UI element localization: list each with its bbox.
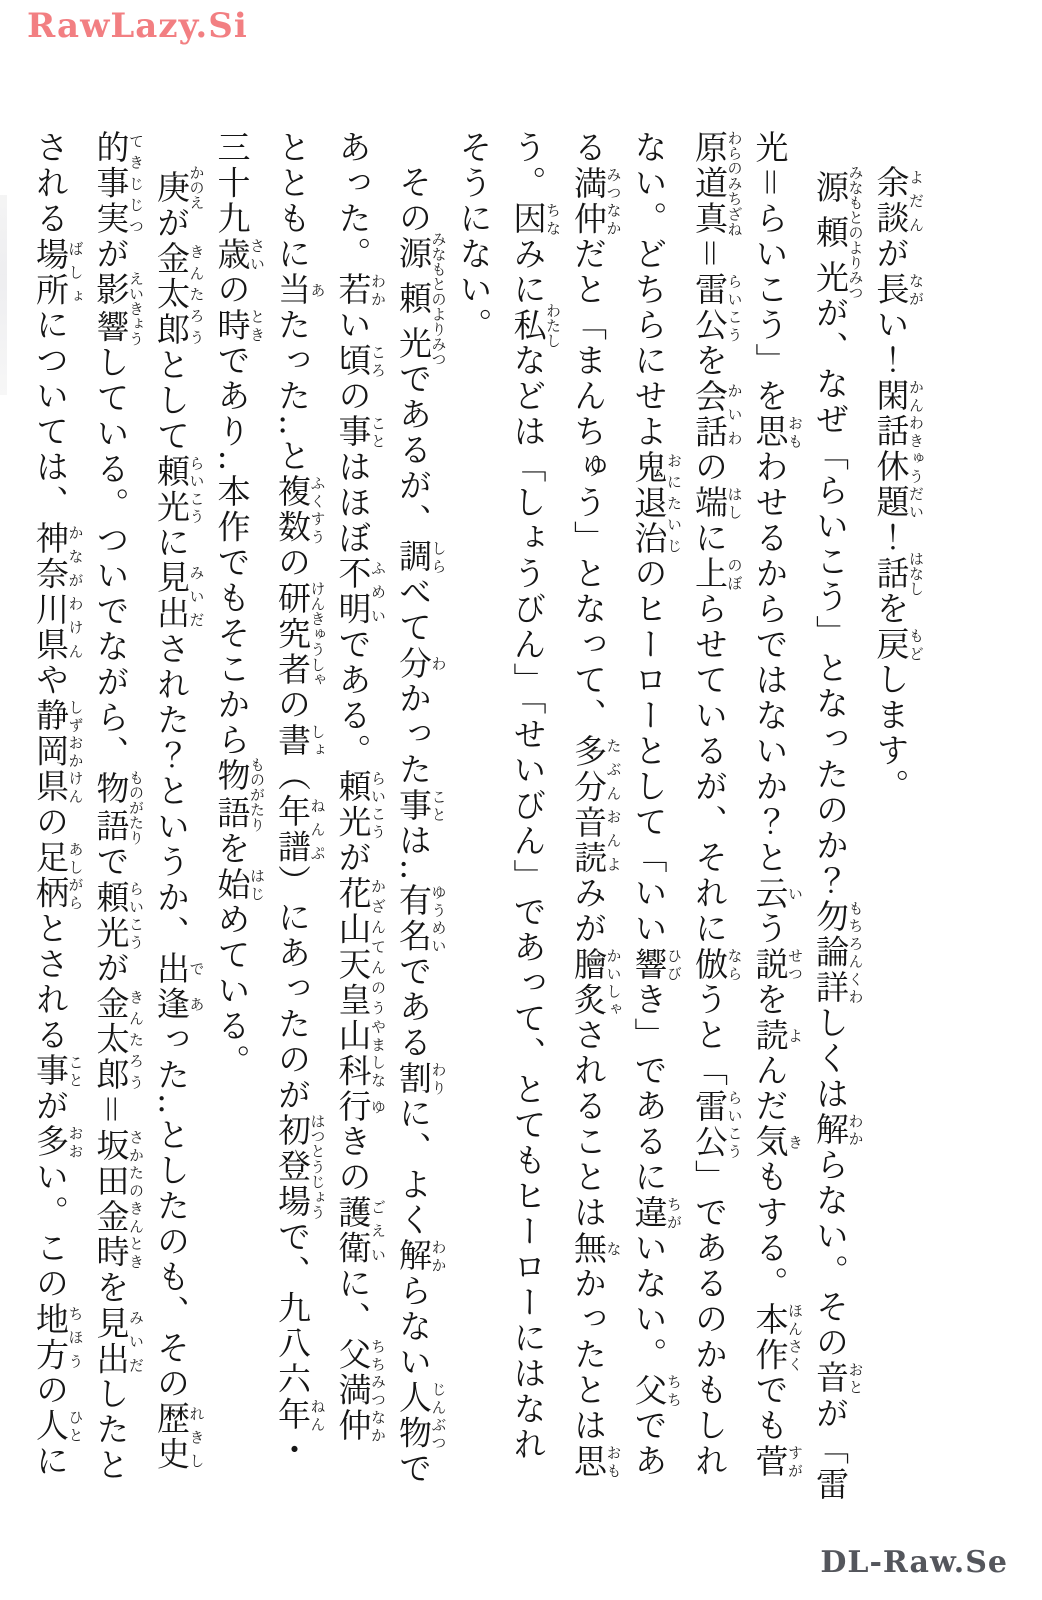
ruby-annotated-text: 影響えいきょう <box>91 271 145 346</box>
ruby-annotated-text: 因ちな <box>508 201 562 237</box>
ruby-annotated-text: 菅すが <box>750 1443 804 1479</box>
ruby-annotated-text: 見出みいだ <box>91 1305 145 1377</box>
ruby-annotated-text: 神奈川県かながわけん <box>31 520 85 663</box>
ruby-annotated-text: 頼光らいこう <box>91 879 145 951</box>
ruby-annotated-text: 読よ <box>750 1017 804 1053</box>
ruby-annotated-text: 歳さい <box>212 236 266 272</box>
ruby-annotated-text: 調しら <box>394 539 448 575</box>
text-column: とともに当あたった‥と複数ふくすうの研究者けんきゅうしゃの書しょ（年譜ねんぷ）にあったのが初登場はつとうじょうで、九八六年ねん・ <box>273 130 327 1469</box>
ruby-annotated-text: 事こと <box>394 787 448 823</box>
ruby-annotated-text: 年ねん <box>273 1397 327 1433</box>
ruby-annotated-text: 父ちち <box>629 1372 683 1408</box>
ruby-annotated-text: 歴史れきし <box>152 1401 206 1473</box>
ruby-annotated-text: 書しょ <box>273 722 327 759</box>
ruby-annotated-text: 足柄あしがら <box>31 840 85 911</box>
ruby-annotated-text: 思おも <box>750 414 804 450</box>
text-column: あった。若わかい頃ころの事ことはほぼ不明ふめいである。頼光らいこうが花山天皇かざんてんのう山科やましな行ゆきの護衛ごえいに、父満仲ちちみつなか <box>333 130 387 1444</box>
ruby-annotated-text: 当あ <box>273 272 327 308</box>
ruby-annotated-text: 坂田金時さかたのきんとき <box>91 1128 145 1270</box>
ruby-annotated-text: 原道真わらのみちざね <box>690 130 744 237</box>
text-column: 余談よだんが長ながい！閑話休題かんわきゅうだい！話はなしを戻もどします。 <box>871 165 925 804</box>
ruby-annotated-text: 端はし <box>690 485 744 521</box>
text-column: う。因ちなみに私わたしなどは「しょうびん」「せいびん」であって、とてもヒーローにはなれ <box>508 130 562 1463</box>
ruby-annotated-text: 始はじ <box>212 866 266 903</box>
ruby-annotated-text: 分わ <box>394 645 448 681</box>
ruby-annotated-text: 父満仲ちちみつなか <box>333 1337 387 1444</box>
ruby-annotated-text: 地方ちほう <box>31 1301 85 1373</box>
ruby-annotated-text: 説せつ <box>750 946 804 982</box>
text-column: る満仲みつなかだと「まんちゅう」となって、多分音読たぶんおんよみが膾炙かいしゃされることは無なかったとは思おも <box>569 130 623 1479</box>
text-column: 的事実てきじじつが影響えいきょうしている。ついでながら、物語ものがたりで頼光らいこうが金太郎きんたろう＝坂田金時さかたのきんときを見出みいだしたと <box>91 130 145 1483</box>
ruby-annotated-text: 膾炙かいしゃ <box>569 946 623 1018</box>
ruby-annotated-text: 無な <box>569 1230 623 1266</box>
ruby-annotated-text: 静岡県しずおかけん <box>31 698 85 805</box>
ruby-annotated-text: 年譜ねんぷ <box>273 793 327 865</box>
ruby-annotated-text: 長なが <box>871 271 925 307</box>
ruby-annotated-text: 複数ふくすう <box>273 474 327 546</box>
ruby-annotated-text: 護衛ごえい <box>333 1195 387 1266</box>
watermark-dlraw: DL-Raw.Se <box>820 1545 1008 1580</box>
ruby-annotated-text: 話はなし <box>871 550 925 596</box>
ruby-annotated-text: 場所ばしょ <box>31 236 85 308</box>
ruby-annotated-text: 頃ころ <box>333 343 387 379</box>
ruby-annotated-text: 行ゆ <box>333 1088 387 1124</box>
ruby-annotated-text: 庚かのえ <box>152 165 206 210</box>
ruby-annotated-text: 金太郎きんたろう <box>152 240 206 348</box>
text-block <box>23 130 924 1502</box>
ruby-annotated-text: 花山天皇かざんてんのう <box>333 875 387 1018</box>
ruby-annotated-text: 私わたし <box>508 302 562 348</box>
ruby-annotated-text: 解わか <box>394 1238 448 1274</box>
scan-edge-artifact <box>0 195 7 395</box>
ruby-annotated-text: 響ひび <box>629 946 683 982</box>
ruby-annotated-text: 解わか <box>811 1111 865 1148</box>
ruby-annotated-text: 閑話休題かんわきゅうだい <box>871 378 925 520</box>
ruby-annotated-text: 出逢であ <box>152 950 206 1022</box>
text-column: 庚かのえが金太郎きんたろうとして頼光らいこうに見出みいだされた？というか、出逢であった‥としたのも、その歴史れきし <box>152 165 206 1473</box>
ruby-annotated-text: 初登場はつとうじょう <box>273 1113 327 1220</box>
ruby-annotated-text: 時とき <box>212 307 266 343</box>
ruby-annotated-text: 会話かいわ <box>690 378 744 450</box>
ruby-annotated-text: 若わか <box>333 272 387 308</box>
ruby-annotated-text: 戻もど <box>871 626 925 662</box>
ruby-annotated-text: 思おも <box>569 1443 623 1479</box>
ruby-annotated-text: 物語ものがたり <box>212 757 266 833</box>
ruby-annotated-text: 物語ものがたり <box>91 770 145 845</box>
ruby-annotated-text: 有名ゆうめい <box>394 883 448 955</box>
ruby-annotated-text: 金太郎きんたろう <box>91 986 145 1093</box>
text-column: 光＝らいこう」を思おもわせるからではないか？と云いう説せつを読よんだ気きもする。本作ほんさくでも菅すが <box>750 130 804 1479</box>
ruby-annotated-text: 的事実てきじじつ <box>91 130 145 237</box>
ruby-annotated-text: 雷公らいこう <box>690 1088 744 1160</box>
watermark-rawlazy: RawLazy.Si <box>27 6 248 46</box>
text-column: 原道真わらのみちざね＝雷公らいこうを会話かいわの端はしに上のぼらせているが、それに倣ならうと「雷公らいこう」であるのかもしれ <box>690 130 744 1479</box>
ruby-annotated-text: 上のぼ <box>690 556 744 592</box>
text-column: 三十九歳さいの時ときであり‥本作でもそこから物語ものがたりを始はじめている。 <box>212 130 266 1080</box>
ruby-annotated-text: 研究者けんきゅうしゃ <box>273 580 327 688</box>
ruby-annotated-text: 多分音読たぶんおんよ <box>569 733 623 876</box>
ruby-annotated-text: 本作ほんさく <box>750 1301 804 1373</box>
ruby-annotated-text: 割わり <box>394 1060 448 1097</box>
ruby-annotated-text: 音おと <box>811 1360 865 1396</box>
ruby-annotated-text: 事こと <box>333 414 387 450</box>
ruby-annotated-text: 多おお <box>31 1124 85 1160</box>
ruby-annotated-text: 見出みいだ <box>152 560 206 632</box>
ruby-annotated-text: 事こと <box>31 1053 85 1089</box>
ruby-annotated-text: 云い <box>750 875 804 911</box>
text-column: 源頼光みなもとのよりみつが、なぜ「らいこう」となったのか？勿論詳もちろんくわしくは解わからない。その音おとが「雷 <box>811 165 865 1503</box>
ruby-annotated-text: 頼光らいこう <box>333 769 387 840</box>
ruby-annotated-text: 人ひと <box>31 1408 85 1444</box>
ruby-annotated-text: 雷公らいこう <box>690 272 744 343</box>
text-column: そうにない。 <box>454 130 494 343</box>
ruby-annotated-text: 余談よだん <box>871 165 925 236</box>
ruby-annotated-text: 気き <box>750 1124 804 1160</box>
ruby-annotated-text: 源頼光みなもとのよりみつ <box>811 165 865 300</box>
ruby-annotated-text: 不明ふめい <box>333 556 387 627</box>
text-column: される場所ばしょについては、神奈川県かながわけんや静岡県しずおかけんの足柄あしがらとされる事ことが多おおい。この地方ちほうの人ひとに <box>31 130 85 1479</box>
text-column: その源頼光みなもとのよりみつであるが、調しらべて分わかった事ことは‥有名ゆうめいである割わりに、よく解わからない人物じんぶつで <box>394 165 448 1487</box>
ruby-annotated-text: 違ちが <box>629 1195 683 1231</box>
ruby-annotated-text: 満仲みつなか <box>569 165 623 237</box>
ruby-annotated-text: 山科やましな <box>333 1017 387 1089</box>
ruby-annotated-text: 源頼光みなもとのよりみつ <box>394 231 448 367</box>
ruby-annotated-text: 頼光らいこう <box>152 453 206 525</box>
ruby-annotated-text: 鬼退治おにたいじ <box>629 449 683 556</box>
ruby-annotated-text: 人物じんぶつ <box>394 1380 448 1452</box>
ruby-annotated-text: 勿論詳もちろんくわ <box>811 898 865 1006</box>
text-column: ない。どちらにせよ鬼退治おにたいじのヒーローとして「いい響ひびき」であるに違ちがいない。父ちちであ <box>629 130 683 1479</box>
ruby-annotated-text: 倣なら <box>690 946 744 982</box>
